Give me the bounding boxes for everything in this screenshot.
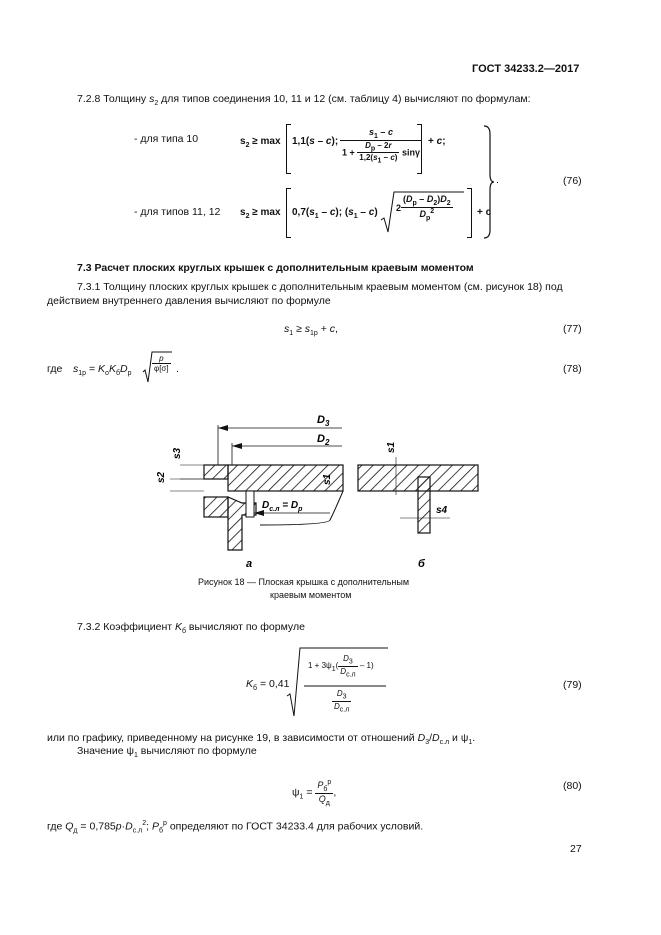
section-73-title: 7.3 Расчет плоских круглых крышек с дополнительным краевым моментом xyxy=(77,262,474,274)
system-brace xyxy=(482,124,496,240)
label-s1-a: s1 xyxy=(322,473,333,485)
eq-76-number: (76) xyxy=(563,175,582,187)
formula-76-line1: $s_2 \ge \max$ xyxy=(240,136,281,149)
drawing-a xyxy=(156,414,343,570)
label-s1-b: s1 xyxy=(386,441,397,453)
label-s2: s2 xyxy=(156,471,167,483)
formula-76-fraction: $s_1$ – c 1 + $\frac{D_р - 2r}{1,2(s_1 - c)}$ sinγ xyxy=(342,127,420,165)
label-sub-a: а xyxy=(246,558,253,570)
page-number: 27 xyxy=(570,843,582,855)
formula-80: $\psi_1$ = $\frac{P_б^р}{Q_д}$ , xyxy=(292,779,337,807)
bracket-right-1 xyxy=(417,124,422,174)
eq-77-number: (77) xyxy=(563,323,582,335)
label-dcl: $D_{с.л} = D_р$ xyxy=(262,500,303,513)
label-d3: $D_3$ xyxy=(317,414,330,428)
formula-76-line2: $s_2 \ge \max$ xyxy=(240,207,281,220)
label-sub-b: б xyxy=(418,558,425,570)
bracket-left-1 xyxy=(286,124,291,174)
bracket-right-2 xyxy=(467,188,472,238)
eq-80-number: (80) xyxy=(563,780,582,792)
figure-caption-line1: Рисунок 18 — Плоская крышка с дополнительным xyxy=(198,577,410,587)
case-type-11-12-label: - для типов 11, 12 xyxy=(134,206,221,218)
formula-79: $K_б = 0,41$ xyxy=(246,678,290,693)
label-d2: $D_2$ xyxy=(317,433,330,447)
paragraph-732: 7.3.2 Коэффициент $K_б$ вычисляют по формуле xyxy=(77,621,305,636)
formula-78: $s_{1р} = K_оK_бD_р$ xyxy=(73,363,132,378)
eq-78-number: (78) xyxy=(563,363,582,375)
label-s3: s3 xyxy=(172,447,183,459)
paragraph-where-qd: где $Q_д = 0,785p\cdot D_{с.л}^2$; $P_б^р$ определяют по ГОСТ 34233.4 для рабочих условий. xyxy=(47,820,424,835)
document-header: ГОСТ 34233.2—2017 xyxy=(472,63,580,75)
paragraph-732-psi: Значение $\psi_1$ вычисляют по формуле xyxy=(77,745,257,760)
where-word-78: где xyxy=(47,363,63,375)
bracket-left-2 xyxy=(286,188,291,238)
paragraph-731-line1: 7.3.1 Толщину плоских круглых крышек с дополнительным краевым моментом (см. рисунок 18) под xyxy=(77,281,563,293)
eq-79-number: (79) xyxy=(563,679,582,691)
case-type-10-label: - для типа 10 xyxy=(134,133,199,145)
label-s4: s4 xyxy=(436,505,448,516)
paragraph-732-graph: или по графику, приведенному на рисунке 19, в зависимости от отношений $D_3/D_{с.л}$ и $\psi_1$. xyxy=(47,732,476,747)
paragraph-728-intro: 7.2.8 Толщину $s_2$ для типов соединения 10, 11 и 12 (см. таблицу 4) вычисляют по формулам: xyxy=(77,93,531,108)
figure-caption-line2: краевым моментом xyxy=(270,590,352,600)
formula-77: $s_1 \ge s_{1р} + c$, xyxy=(284,323,338,338)
paragraph-731-line2: действием внутреннего давления вычисляют по формуле xyxy=(47,295,331,307)
drawing-b xyxy=(358,441,478,570)
figure-18 xyxy=(150,405,490,575)
